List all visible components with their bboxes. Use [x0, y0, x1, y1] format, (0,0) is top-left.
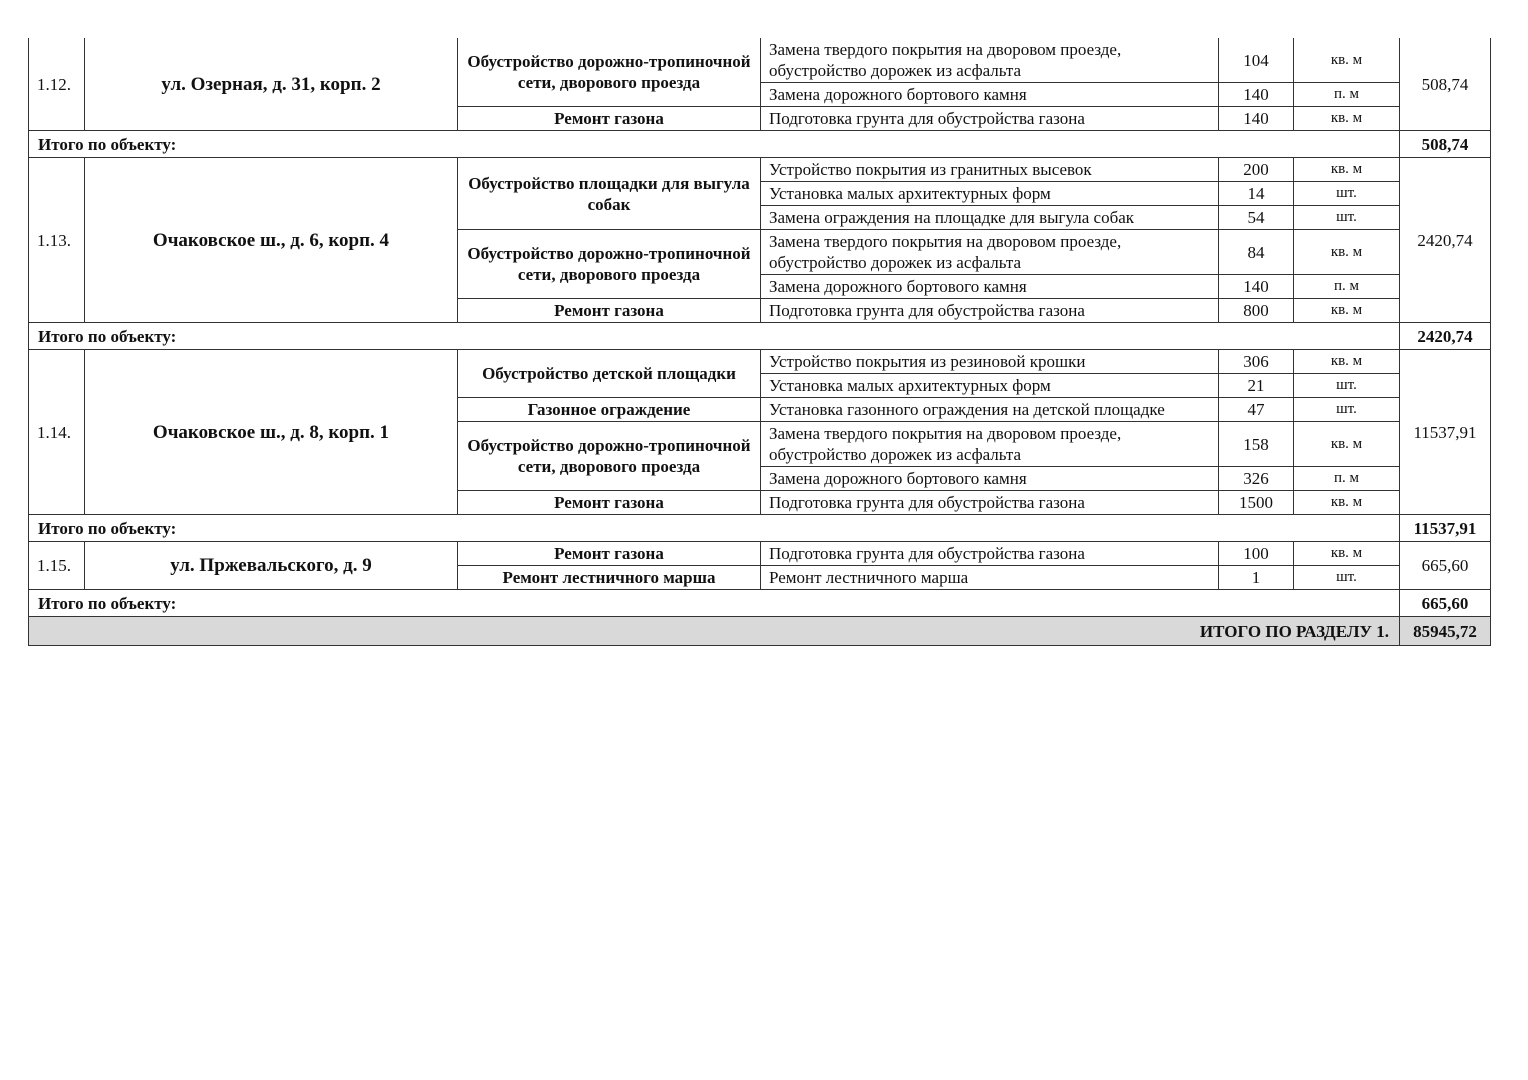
object-number: 1.12.: [29, 38, 85, 131]
work-description: Подготовка грунта для обустройства газона: [761, 542, 1219, 566]
work-unit: кв. м: [1294, 299, 1400, 323]
work-description: Устройство покрытия из гранитных высевок: [761, 158, 1219, 182]
work-quantity: 14: [1219, 182, 1294, 206]
work-quantity: 140: [1219, 83, 1294, 107]
object-number: 1.14.: [29, 350, 85, 515]
work-quantity: 54: [1219, 206, 1294, 230]
work-description: Замена твердого покрытия на дворовом проезде, обустройство дорожек из асфальта: [761, 422, 1219, 467]
work-quantity: 800: [1219, 299, 1294, 323]
work-description: Замена дорожного бортового камня: [761, 83, 1219, 107]
work-description: Устройство покрытия из резиновой крошки: [761, 350, 1219, 374]
work-unit: п. м: [1294, 275, 1400, 299]
subtotal-row: [29, 131, 1491, 158]
subtotal-value: 665,60: [1400, 590, 1491, 617]
object-address: ул. Пржевальского, д. 9: [85, 542, 458, 590]
object-address: Очаковское ш., д. 8, корп. 1: [85, 350, 458, 515]
work-unit: кв. м: [1294, 542, 1400, 566]
table-row: [29, 350, 1491, 374]
work-quantity: 1500: [1219, 491, 1294, 515]
subtotal-value: 508,74: [1400, 131, 1491, 158]
work-category: Газонное ограждение: [458, 398, 761, 422]
object-cost: 665,60: [1400, 542, 1491, 590]
work-quantity: 140: [1219, 107, 1294, 131]
work-category: Обустройство дорожно-тропиночной сети, дворового проезда: [458, 230, 761, 299]
table-row: [29, 158, 1491, 182]
work-description: Замена твердого покрытия на дворовом проезде, обустройство дорожек из асфальта: [761, 230, 1219, 275]
grand-total-label: ИТОГО ПО РАЗДЕЛУ 1.: [29, 617, 1400, 646]
object-cost: 11537,91: [1400, 350, 1491, 515]
work-quantity: 326: [1219, 467, 1294, 491]
table-body: [29, 38, 1491, 646]
work-unit: кв. м: [1294, 158, 1400, 182]
work-unit: шт.: [1294, 206, 1400, 230]
work-quantity: 104: [1219, 38, 1294, 83]
work-category: Обустройство дорожно-тропиночной сети, дворового проезда: [458, 38, 761, 107]
work-unit: п. м: [1294, 83, 1400, 107]
work-unit: кв. м: [1294, 350, 1400, 374]
work-category: Ремонт газона: [458, 491, 761, 515]
work-category: Ремонт лестничного марша: [458, 566, 761, 590]
work-quantity: 100: [1219, 542, 1294, 566]
object-number: 1.15.: [29, 542, 85, 590]
work-description: Замена ограждения на площадке для выгула собак: [761, 206, 1219, 230]
work-unit: шт.: [1294, 374, 1400, 398]
object-address: ул. Озерная, д. 31, корп. 2: [85, 38, 458, 131]
subtotal-row: [29, 323, 1491, 350]
subtotal-row: [29, 590, 1491, 617]
object-address: Очаковское ш., д. 6, корп. 4: [85, 158, 458, 323]
work-category: Обустройство дорожно-тропиночной сети, дворового проезда: [458, 422, 761, 491]
work-description: Замена твердого покрытия на дворовом проезде, обустройство дорожек из асфальта: [761, 38, 1219, 83]
work-unit: кв. м: [1294, 38, 1400, 83]
work-category: Обустройство площадки для выгула собак: [458, 158, 761, 230]
work-unit: кв. м: [1294, 491, 1400, 515]
table-row: [29, 542, 1491, 566]
work-quantity: 1: [1219, 566, 1294, 590]
subtotal-value: 11537,91: [1400, 515, 1491, 542]
work-description: Подготовка грунта для обустройства газона: [761, 299, 1219, 323]
work-quantity: 200: [1219, 158, 1294, 182]
work-category: Ремонт газона: [458, 107, 761, 131]
work-unit: кв. м: [1294, 107, 1400, 131]
work-unit: шт.: [1294, 182, 1400, 206]
works-table: [28, 38, 1491, 646]
work-quantity: 21: [1219, 374, 1294, 398]
object-number: 1.13.: [29, 158, 85, 323]
work-quantity: 47: [1219, 398, 1294, 422]
work-quantity: 306: [1219, 350, 1294, 374]
work-category: Ремонт газона: [458, 542, 761, 566]
work-unit: кв. м: [1294, 230, 1400, 275]
work-quantity: 158: [1219, 422, 1294, 467]
work-unit: шт.: [1294, 398, 1400, 422]
work-category: Ремонт газона: [458, 299, 761, 323]
work-description: Подготовка грунта для обустройства газона: [761, 107, 1219, 131]
work-quantity: 84: [1219, 230, 1294, 275]
subtotal-value: 2420,74: [1400, 323, 1491, 350]
work-unit: п. м: [1294, 467, 1400, 491]
work-description: Установка малых архитектурных форм: [761, 182, 1219, 206]
work-description: Установка малых архитектурных форм: [761, 374, 1219, 398]
work-description: Подготовка грунта для обустройства газона: [761, 491, 1219, 515]
object-cost: 508,74: [1400, 38, 1491, 131]
work-unit: кв. м: [1294, 422, 1400, 467]
work-unit: шт.: [1294, 566, 1400, 590]
grand-total-value: 85945,72: [1400, 617, 1491, 646]
subtotal-row: [29, 515, 1491, 542]
table-row: [29, 38, 1491, 83]
object-cost: 2420,74: [1400, 158, 1491, 323]
work-category: Обустройство детской площадки: [458, 350, 761, 398]
subtotal-label: Итого по объекту:: [29, 515, 1400, 542]
work-description: Замена дорожного бортового камня: [761, 275, 1219, 299]
work-description: Замена дорожного бортового камня: [761, 467, 1219, 491]
subtotal-label: Итого по объекту:: [29, 323, 1400, 350]
grand-total-row: [29, 617, 1491, 646]
work-description: Ремонт лестничного марша: [761, 566, 1219, 590]
work-quantity: 140: [1219, 275, 1294, 299]
subtotal-label: Итого по объекту:: [29, 131, 1400, 158]
subtotal-label: Итого по объекту:: [29, 590, 1400, 617]
work-description: Установка газонного ограждения на детской площадке: [761, 398, 1219, 422]
